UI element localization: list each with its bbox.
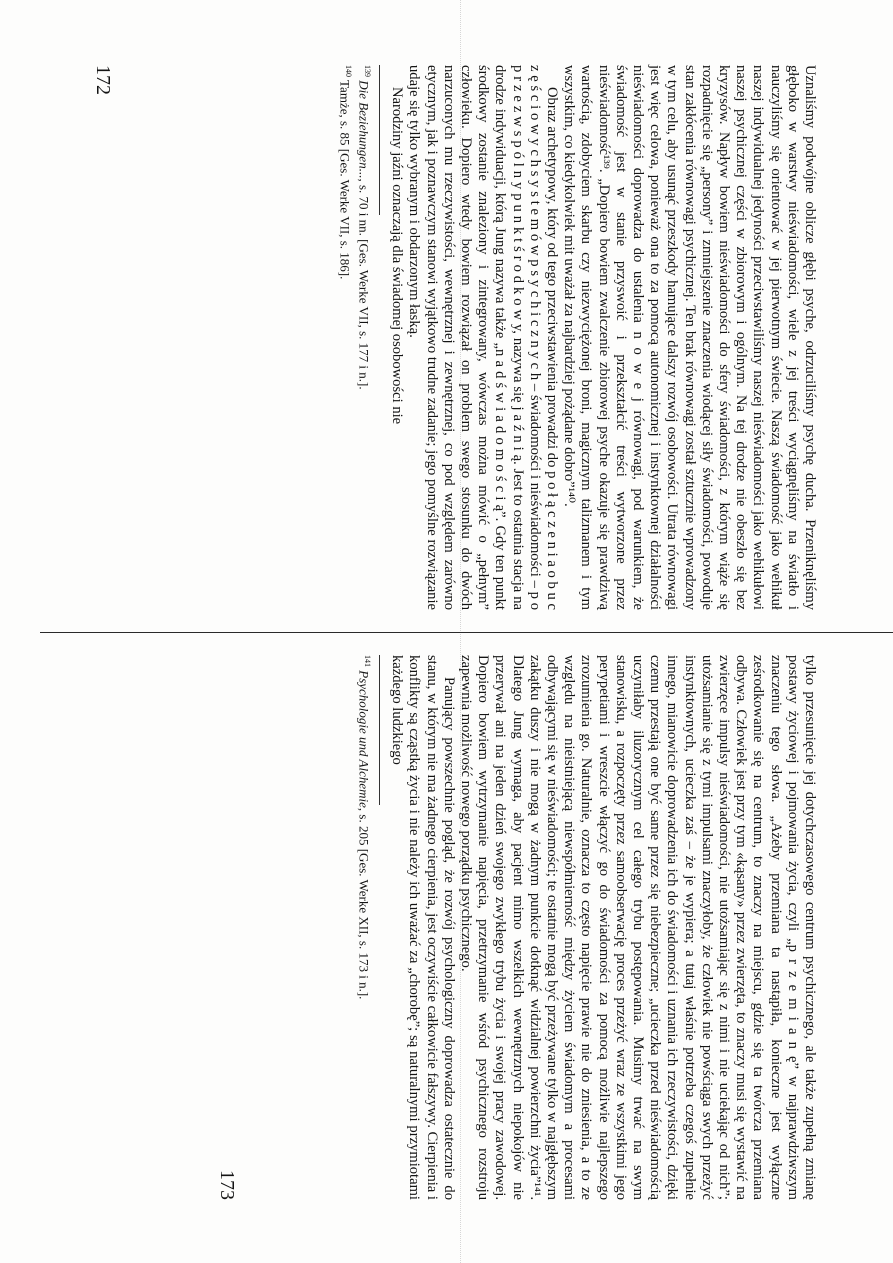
paragraph: Uznaliśmy podwójne oblicze głębi psyche, odrzuciliśmy psychę ducha. Przeniknęliśmy głęboko w warstwy nieświadomości, wiele z jej treści wyciągnęliśmy na światło i nauczyliśmy się orientować w jej pierwotnym świecie. Naszą świadomość jako wehikuł naszej indywidualnej jedyności przeciwstawiliśmy naszej nieświadomości jako wehikułowi naszej psychicznej części w zbiorowym i ogólnym. Na tej drodze nie obeszło się bez kryzysów. Napływ bowiem nieświadomości do sfery świadomości, z którym wiąże się rozpadnięcie się „persony” i zmniejszenie znaczenia wiodącej siły świadomości, powoduje stan zakłócenia równowagi psychicznej. Ten brak równowagi został sztucznie wprowadzony w tym celu, aby usunąć przeszkody hamujące dalszy rozwój osobowości. Utrata równowagi jest więc celowa, ponieważ ona to za pomocą autonomicznej i instynktownej działalności nieświadomości doprowadza do ustalenia n o w e j równowagi, pod warunkiem, że świadomość jest w stanie przyswoić i przekształcić treści wytworzone przez nieświadomość¹³⁹. „Dopiero bowiem zwalczenie zbiorowej psyche okazuje się prawdziwą wartością, zdobyciem skarbu czy niezwyciężonej broni, magicznym talizmanem i tym wszystkim, co kiedykolwiek mit uważał za najbardziej pożądane dobro”¹⁴⁰.	[561, 65, 818, 610]
footnote-text: , s. 70 i nn. [Ges. Werke VII, s. 177 i n.].	[356, 178, 372, 390]
page-divider	[40, 632, 893, 633]
footnote-text: Tamże, s. 85 [Ges. Werke VII, s. 186].	[337, 80, 353, 280]
footnote-number: 140	[344, 65, 354, 77]
book-page-173	[118, 655, 818, 1200]
paragraph: Obraz archetypowy, który od tego przeciwstawienia prowadzi do p o ł ą c z e n i a o b u c z ę ś c i o w y c h s y s t e m ó w p s y c h i c z n y c h – świadomości i nieświadomości – p o p r z e z w s p ó l n y p u n k t ś r o d k o w y, nazywa się j a ź n i ą. Jest to ostatnia stacja na drodze indywiduacji, którą Jung nazywa także „n a d ś w i a d o m o ś c i ą”. Gdy ten punkt środkowy zostanie znaleziony i zintegrowany, wówczas można mówić o „pełnym” człowieku. Dopiero wtedy bowiem rozwiązał on problem swego stosunku do dwóch narzuconych mu rzeczywistości, wewnętrznej i zewnętrznej, co pod względem zarówno etycznym, jak i poznawczym stanowi wyjątkowo trudne zadanie; jego pomyślne rozwiązanie udaje się tylko wybranym i obdarzonym łaską.	[406, 65, 560, 610]
page-body	[388, 65, 818, 610]
page-body	[388, 655, 818, 1200]
footnote-title: Die Beziehungen...	[356, 80, 372, 179]
footnote	[356, 655, 375, 1200]
paragraph: Narodziny jaźni oznaczają dla świadomej osobowości nie	[389, 87, 406, 425]
footnote-rule	[379, 655, 380, 805]
footnote-title: Psychologie und Alchemie	[356, 670, 372, 808]
paragraph: tylko przesunięcie jej dotychczasowego centrum psychicznego, ale także zupełną zmianę postawy życiowej i pojmowania życia, czyli „p r z e m i a n ę” w najprawdziwszym znaczeniu tego słowa. „Ażeby przemiana ta nastąpiła, konieczne jest wyłączne ześrodkowanie się na centrum, to znaczy na miejscu, gdzie się ta twórcza przemiana odbywa. Człowiek jest przy tym «kąsany» przez zwierzęta, to znaczy musi się wystawić na zwierzęce impulsy nieświadomości, nie utożsamiając się z nimi i nie uciekając od nich”; utożsamianie się z tymi impulsami znaczyłoby, że człowiek nie powściąga swych przeżyć instynktownych, ucieczka zaś – że je wypiera; a tutaj właśnie potrzeba czegoś zupełnie innego, mianowicie doprowadzenia ich do świadomości i uznania ich rzeczywistości, dzięki czemu przestają one być same przez się niebezpieczne; „ucieczka przed nieświadomością uczyniłaby iluzorycznym cel całego trybu postępowania. Musimy trwać na swym stanowisku, a rozpoczęty przez samoobserwację proces przeżyć wraz ze wszystkimi jego perypetiami i wreszcie włączyć go do świadomości za pomocą możliwie najlepszego zrozumienia go. Naturalnie, oznacza to często napięcie prawie nie do zniesienia, a to ze względu na nieistniejącą niewspółmierność między życiem świadomym a procesami odbywającymi się w nieświadomości; te ostatnie mogą być przeżywane tylko w najgłębszym zakątku duszy i nie mogą w żadnym punkcie dotknąć widzialnej powierzchni życia”¹⁴¹. Dlatego Jung wymaga, aby pacjent mimo wszelkich wewnętrznych niepokojów nie przerywał ani na jeden dzień swojego zwykłego trybu życia i swojej pracy zawodowej. Dopiero bowiem wytrzymanie napięcia, przetrzymanie wśród psychicznego rozstroju zapewnia możliwość nowego porządku psychicznego.	[457, 655, 818, 1200]
page-number: 172	[92, 65, 114, 95]
footnote-number: 141	[362, 655, 372, 667]
footnote-number: 139	[362, 65, 372, 77]
footnote	[356, 65, 375, 610]
footnote	[337, 65, 356, 610]
footnote-rule	[379, 65, 380, 215]
page-number: 173	[216, 1170, 238, 1200]
book-page-172	[92, 65, 818, 610]
footnote-text: , s. 205 [Ges. Werke XII, s. 173 i n.].	[356, 807, 372, 1000]
paragraph: Panujący powszechnie pogląd, że rozwój psychologiczny doprowadza ostatecznie do stanu, w którym nie ma żadnego cierpienia, jest oczywiście całkowicie fałszywy. Cierpienia i konflikty są cząstką życia i nie należy ich uważać za „chorobę”; są naturalnymi przymiotami każdego ludzkiego	[389, 655, 457, 1200]
